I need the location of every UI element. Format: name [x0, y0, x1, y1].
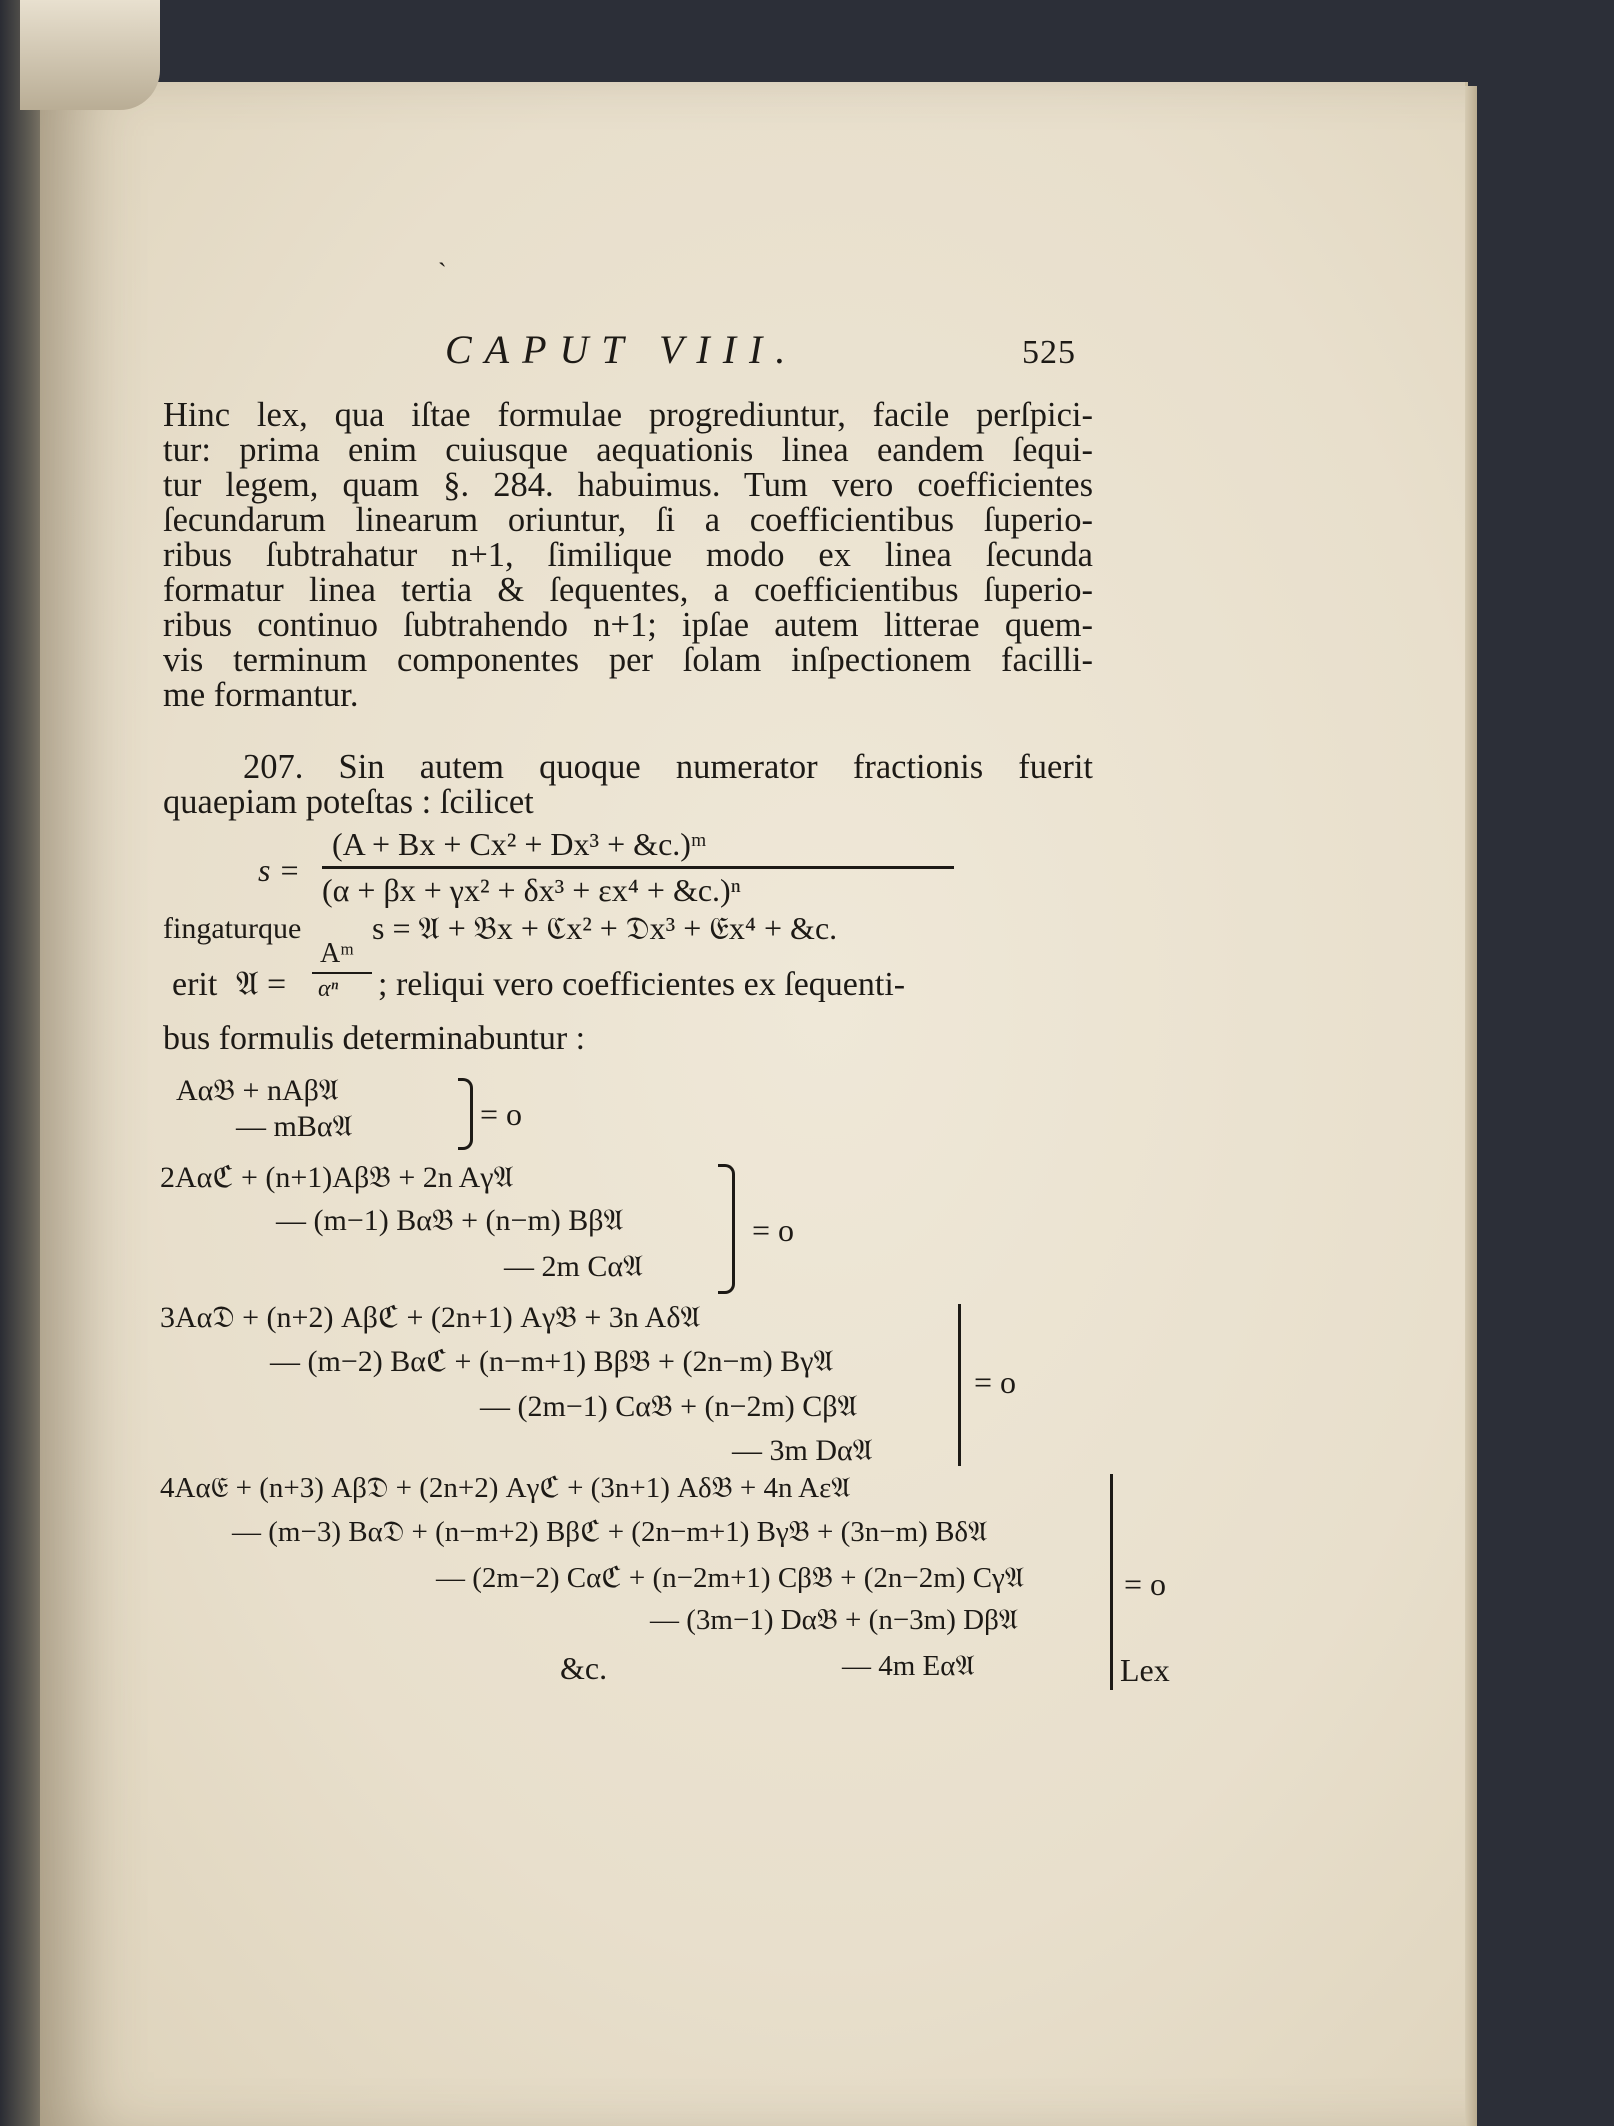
brace	[458, 1078, 473, 1150]
erit-rest: ; reliqui vero coefficientes ex ſequenti-	[378, 966, 906, 1003]
page-edge	[1465, 86, 1477, 2126]
equation-line: — (m−1) Bα𝔅 + (n−m) Bβ𝔄	[276, 1204, 624, 1237]
equals-zero: = o	[1124, 1566, 1167, 1602]
formula-lhs: s =	[258, 852, 301, 888]
equation-line: — mBα𝔄	[236, 1110, 353, 1143]
catchword: Lex	[1120, 1652, 1170, 1688]
paragraph-2	[163, 750, 1093, 820]
text-line: 207. Sin autem quoque numerator fractionis fuerit	[243, 748, 1093, 786]
text-line: tur legem, quam §. 284. habuimus. Tum vero coefficientes	[163, 466, 1093, 504]
erit-lhs: 𝔄 =	[236, 966, 287, 1003]
ink-mark: `	[438, 258, 447, 287]
text-line: ribus ſubtrahatur n+1, ſimilique modo ex linea ſecunda	[163, 536, 1093, 574]
brace	[1110, 1474, 1113, 1690]
text-line: Hinc lex, qua iſtae formulae progrediuntur, facile perſpici-	[163, 396, 1093, 434]
equals-zero: = o	[752, 1212, 795, 1248]
equation-line: — (m−2) Bαℭ + (n−m+1) Bβ𝔅 + (2n−m) Bγ𝔄	[270, 1345, 834, 1378]
fingatur-label: fingaturque	[163, 912, 302, 945]
bus-line: bus formulis determinabuntur :	[163, 1020, 586, 1057]
equation-line: — 4m Eα𝔄	[842, 1650, 975, 1682]
page-header	[0, 326, 1614, 376]
equals-zero: = o	[974, 1364, 1017, 1400]
fraction-numerator: (A + Bx + Cx² + Dx³ + &c.)ᵐ	[332, 826, 707, 862]
equation-line: 2Aαℭ + (n+1)Aβ𝔅 + 2n Aγ𝔄	[160, 1161, 514, 1194]
page-number: 525	[1022, 334, 1076, 371]
equation-line: 4Aα𝔈 + (n+3) Aβ𝔇 + (2n+2) Aγℭ + (3n+1) Aδ𝔅 + 4n Aε𝔄	[160, 1472, 851, 1504]
equation-line: — 3m Dα𝔄	[732, 1434, 873, 1467]
text-line: ſecundarum linearum oriuntur, ſi a coefficientibus ſuperio-	[163, 501, 1093, 539]
equation-line: — 2m Cα𝔄	[504, 1250, 643, 1283]
text-line: ribus continuo ſubtrahendo n+1; ipſae autem litterae quem-	[163, 606, 1093, 644]
running-title: CAPUT VIII.	[445, 327, 799, 372]
equation-line: — (m−3) Bα𝔇 + (n−m+2) Bβℭ + (2n−m+1) Bγ𝔅 + (3n−m) Bδ𝔄	[232, 1516, 988, 1548]
equals-zero: = o	[480, 1096, 523, 1132]
equation-line: Aα𝔅 + nAβ𝔄	[176, 1074, 339, 1107]
fraction-denominator: (α + βx + γx² + δx³ + εx⁴ + &c.)ⁿ	[322, 872, 741, 908]
brace	[718, 1164, 735, 1294]
book-corner	[20, 0, 160, 110]
equation-line: — (3m−1) Dα𝔅 + (n−3m) Dβ𝔄	[650, 1604, 1019, 1636]
text-line: formatur linea tertia & ſequentes, a coefficientibus ſuperio-	[163, 571, 1093, 609]
etc-text: &c.	[560, 1650, 608, 1686]
text-line: quaepiam poteſtas : ſcilicet	[163, 783, 534, 821]
brace	[958, 1304, 961, 1466]
equation-line: — (2m−1) Cα𝔅 + (n−2m) Cβ𝔄	[480, 1390, 858, 1423]
erit-label: erit	[172, 966, 218, 1003]
text-line: me formantur.	[163, 676, 359, 714]
erit-fraction-bar	[312, 972, 372, 974]
text-line: tur: prima enim cuiusque aequationis linea eandem ſequi-	[163, 431, 1093, 469]
equation-line: 3Aα𝔇 + (n+2) Aβℭ + (2n+1) Aγ𝔅 + 3n Aδ𝔄	[160, 1301, 701, 1334]
paragraph-1	[163, 398, 1093, 713]
erit-numerator: Aᵐ	[320, 938, 354, 969]
equation-line: — (2m−2) Cαℭ + (n−2m+1) Cβ𝔅 + (2n−2m) Cγ𝔄	[436, 1562, 1025, 1594]
fingatur-expression: s = 𝔄 + 𝔅x + ℭx² + 𝔇x³ + 𝔈x⁴ + &c.	[372, 910, 838, 946]
fraction-bar	[322, 866, 954, 869]
text-line: vis terminum componentes per ſolam inſpectionem facilli-	[163, 641, 1093, 679]
erit-denominator: αⁿ	[318, 976, 339, 1002]
